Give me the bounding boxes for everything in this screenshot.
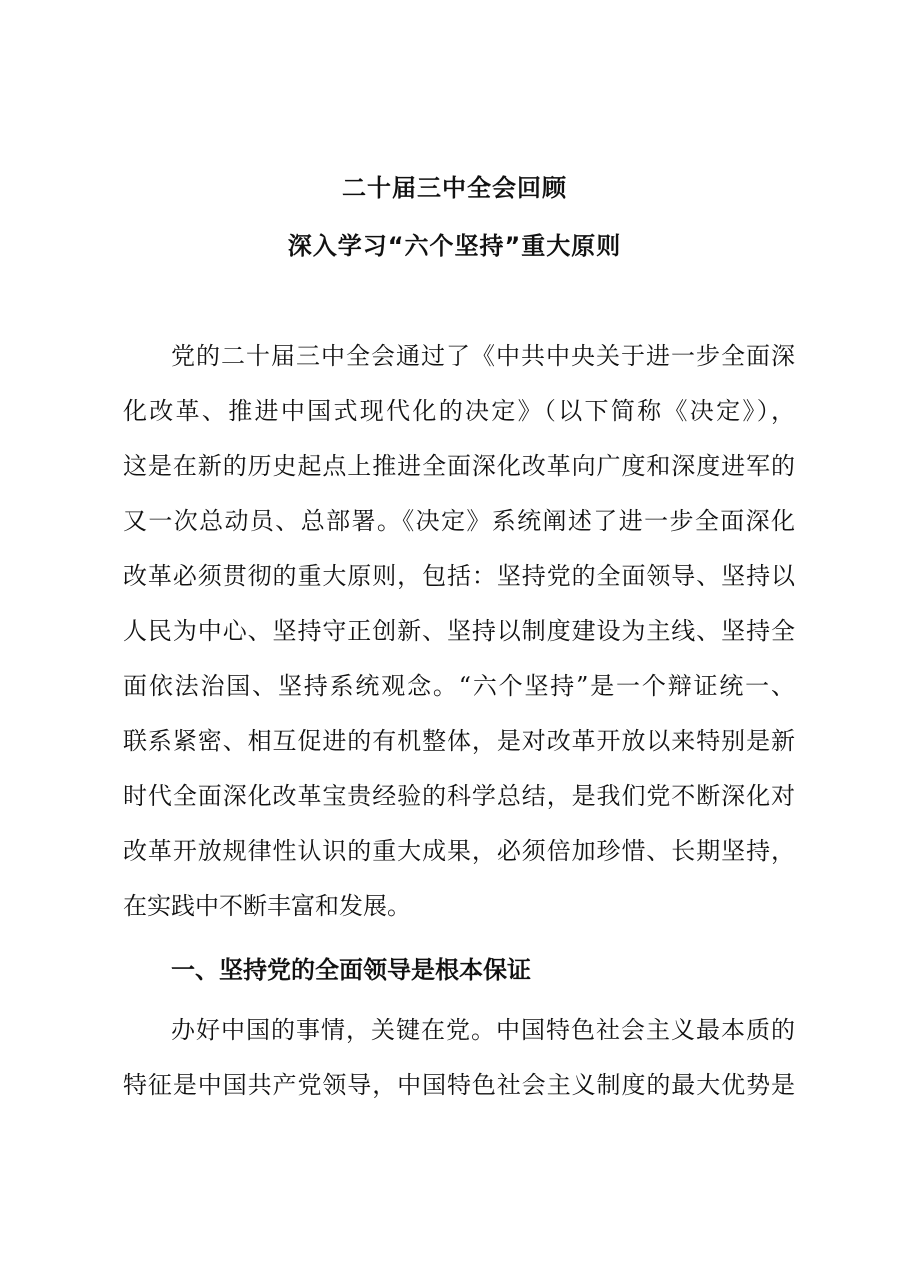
section-heading: 一、坚持党的全面领导是根本保证 (171, 956, 531, 984)
paragraph-line: 面依法治国、坚持系统观念。“六个坚持”是一个辩证统一、 (123, 672, 795, 700)
document-title-line-2: 深入学习“六个坚持”重大原则 (287, 232, 622, 260)
paragraph-line: 人民为中心、坚持守正创新、坚持以制度建设为主线、坚持全 (123, 617, 795, 645)
paragraph-line: 改革必须贯彻的重大原则，包括：坚持党的全面领导、坚持以 (123, 562, 795, 590)
paragraph-line: 又一次总动员、总部署。《决定》系统阐述了进一步全面深化 (123, 507, 795, 535)
paragraph-line: 党的二十届三中全会通过了《中共中央关于进一步全面深 (171, 342, 795, 370)
paragraph-line: 办好中国的事情，关键在党。中国特色社会主义最本质的 (171, 1016, 795, 1044)
paragraph-line: 这是在新的历史起点上推进全面深化改革向广度和深度进军的 (123, 452, 795, 480)
paragraph-line: 联系紧密、相互促进的有机整体，是对改革开放以来特别是新 (123, 727, 795, 755)
paragraph-line: 改革开放规律性认识的重大成果，必须倍加珍惜、长期坚持， (123, 837, 795, 865)
paragraph-line: 在实践中不断丰富和发展。 (123, 892, 411, 920)
paragraph-line: 化改革、推进中国式现代化的决定》（以下简称《决定》）， (123, 397, 795, 425)
paragraph-line: 特征是中国共产党领导，中国特色社会主义制度的最大优势是 (123, 1071, 795, 1099)
document-title-line-1: 二十届三中全会回顾 (342, 174, 567, 202)
paragraph-line: 时代全面深化改革宝贵经验的科学总结，是我们党不断深化对 (123, 782, 795, 810)
